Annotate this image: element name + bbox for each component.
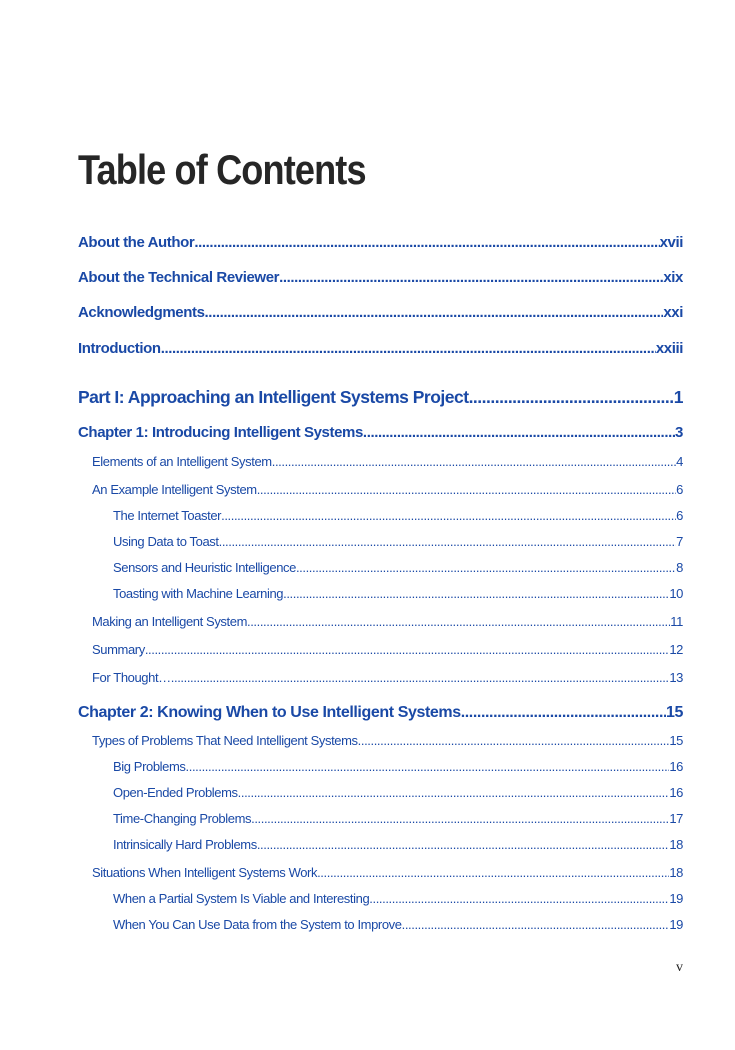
- dot-leader: [221, 508, 676, 523]
- toc-entry-page: 15: [666, 704, 683, 721]
- toc-entry-page: 16: [669, 785, 683, 800]
- toc-entry-label: Acknowledgments: [78, 304, 205, 321]
- toc-entry-section[interactable]: [92, 733, 683, 748]
- dot-leader: [145, 642, 670, 657]
- toc-entry-label: Summary: [92, 642, 145, 657]
- page-title: Table of Contents: [78, 146, 366, 193]
- toc-entry-page: xxi: [663, 304, 683, 321]
- toc-entry-page: 18: [669, 865, 683, 880]
- dot-leader: [279, 269, 663, 286]
- toc-entry-section[interactable]: [92, 614, 683, 629]
- dot-leader: [402, 917, 670, 932]
- dot-leader: [161, 340, 656, 357]
- page-number: v: [676, 960, 683, 975]
- toc-entry-subsection[interactable]: [113, 837, 683, 852]
- toc-entry-subsection[interactable]: [113, 759, 683, 774]
- dot-leader: [358, 733, 670, 748]
- dot-leader: [296, 560, 676, 575]
- dot-leader: [205, 304, 664, 321]
- toc-entry-label: Time-Changing Problems: [113, 811, 252, 826]
- dot-leader: [283, 586, 669, 601]
- toc-entry-page: 8: [676, 560, 683, 575]
- toc-entry-label: Making an Intelligent System: [92, 614, 247, 629]
- dot-leader: [461, 704, 666, 722]
- toc-entry-label: Chapter 2: Knowing When to Use Intelligent Systems: [78, 704, 461, 721]
- toc-entry-label: Open-Ended Problems: [113, 785, 238, 800]
- toc-entry-page: 19: [669, 917, 683, 932]
- toc-entry-page: 12: [669, 642, 683, 657]
- toc-entry-page: xxiii: [655, 340, 683, 357]
- toc-entry-page: 17: [669, 811, 683, 826]
- toc-entry-section[interactable]: [92, 642, 683, 657]
- toc-entry-subsection[interactable]: [113, 891, 683, 906]
- toc-entry-page: xix: [663, 269, 683, 286]
- dot-leader: [186, 759, 670, 774]
- toc-entry-label: When a Partial System Is Viable and Interesting: [113, 891, 370, 906]
- toc-entry-page: 19: [669, 891, 683, 906]
- dot-leader: [469, 387, 674, 408]
- dot-leader: [363, 424, 675, 441]
- toc-entry-section[interactable]: [92, 482, 683, 497]
- dot-leader: [369, 891, 669, 906]
- toc-entry-label: The Internet Toaster: [113, 508, 222, 523]
- toc-entry-technical-reviewer[interactable]: [78, 269, 683, 286]
- toc-entry-about-author[interactable]: [78, 234, 683, 251]
- toc-entry-page: 1: [673, 387, 683, 407]
- dot-leader: [251, 811, 669, 826]
- toc-entry-acknowledgments[interactable]: [78, 304, 683, 321]
- toc-entry-section[interactable]: [92, 454, 683, 469]
- toc-entry-section[interactable]: [92, 670, 683, 685]
- dot-leader: [257, 482, 676, 497]
- toc-entry-subsection[interactable]: [113, 560, 683, 575]
- dot-leader: [272, 454, 676, 469]
- toc-entry-page: 6: [676, 508, 683, 523]
- toc-entry-label: For Thought…: [92, 670, 171, 685]
- toc-entry-label: Toasting with Machine Learning: [113, 586, 284, 601]
- dot-leader: [171, 670, 670, 685]
- toc-entry-page: 10: [669, 586, 683, 601]
- toc-entry-subsection[interactable]: [113, 586, 683, 601]
- toc-entry-label: Sensors and Heuristic Intelligence: [113, 560, 296, 575]
- dot-leader: [238, 785, 670, 800]
- toc-entry-page: 3: [675, 424, 683, 441]
- toc-entry-part-1[interactable]: [78, 387, 683, 408]
- toc-entry-label: Introduction: [78, 340, 161, 357]
- toc-entry-subsection[interactable]: [113, 534, 683, 549]
- toc-entry-page: 15: [669, 733, 683, 748]
- toc-entry-page: xvii: [659, 234, 683, 251]
- toc-entry-subsection[interactable]: [113, 785, 683, 800]
- toc-entry-page: 13: [669, 670, 683, 685]
- toc-entry-label: Part I: Approaching an Intelligent Systems Project: [78, 387, 469, 407]
- toc-entry-page: 4: [676, 454, 683, 469]
- dot-leader: [257, 837, 670, 852]
- toc-entry-section[interactable]: [92, 865, 683, 880]
- toc-entry-subsection[interactable]: [113, 508, 683, 523]
- toc-entry-label: About the Author: [78, 234, 195, 251]
- toc-entry-page: 7: [676, 534, 683, 549]
- toc-entry-label: About the Technical Reviewer: [78, 269, 280, 286]
- toc-entry-chapter-2[interactable]: [78, 704, 683, 722]
- toc-entry-chapter-1[interactable]: [78, 424, 683, 441]
- dot-leader: [194, 234, 659, 251]
- dot-leader: [317, 865, 669, 880]
- toc-entry-label: Chapter 1: Introducing Intelligent Systems: [78, 424, 363, 441]
- toc-entry-label: When You Can Use Data from the System to Improve: [113, 917, 402, 932]
- dot-leader: [247, 614, 670, 629]
- dot-leader: [219, 534, 677, 549]
- toc-entry-page: 18: [669, 837, 683, 852]
- toc-entry-label: Big Problems: [113, 759, 186, 774]
- toc-entry-label: Intrinsically Hard Problems: [113, 837, 257, 852]
- toc-entry-subsection[interactable]: [113, 811, 683, 826]
- toc-entry-label: Using Data to Toast: [113, 534, 219, 549]
- toc-entry-label: Types of Problems That Need Intelligent Systems: [92, 733, 358, 748]
- toc-entry-page: 6: [676, 482, 683, 497]
- toc-entry-subsection[interactable]: [113, 917, 683, 932]
- toc-entry-introduction[interactable]: [78, 340, 683, 357]
- toc-entry-page: 16: [669, 759, 683, 774]
- toc-entry-label: Situations When Intelligent Systems Work: [92, 865, 318, 880]
- toc-entry-page: 11: [670, 614, 683, 629]
- toc-entry-label: Elements of an Intelligent System: [92, 454, 272, 469]
- toc-entry-label: An Example Intelligent System: [92, 482, 257, 497]
